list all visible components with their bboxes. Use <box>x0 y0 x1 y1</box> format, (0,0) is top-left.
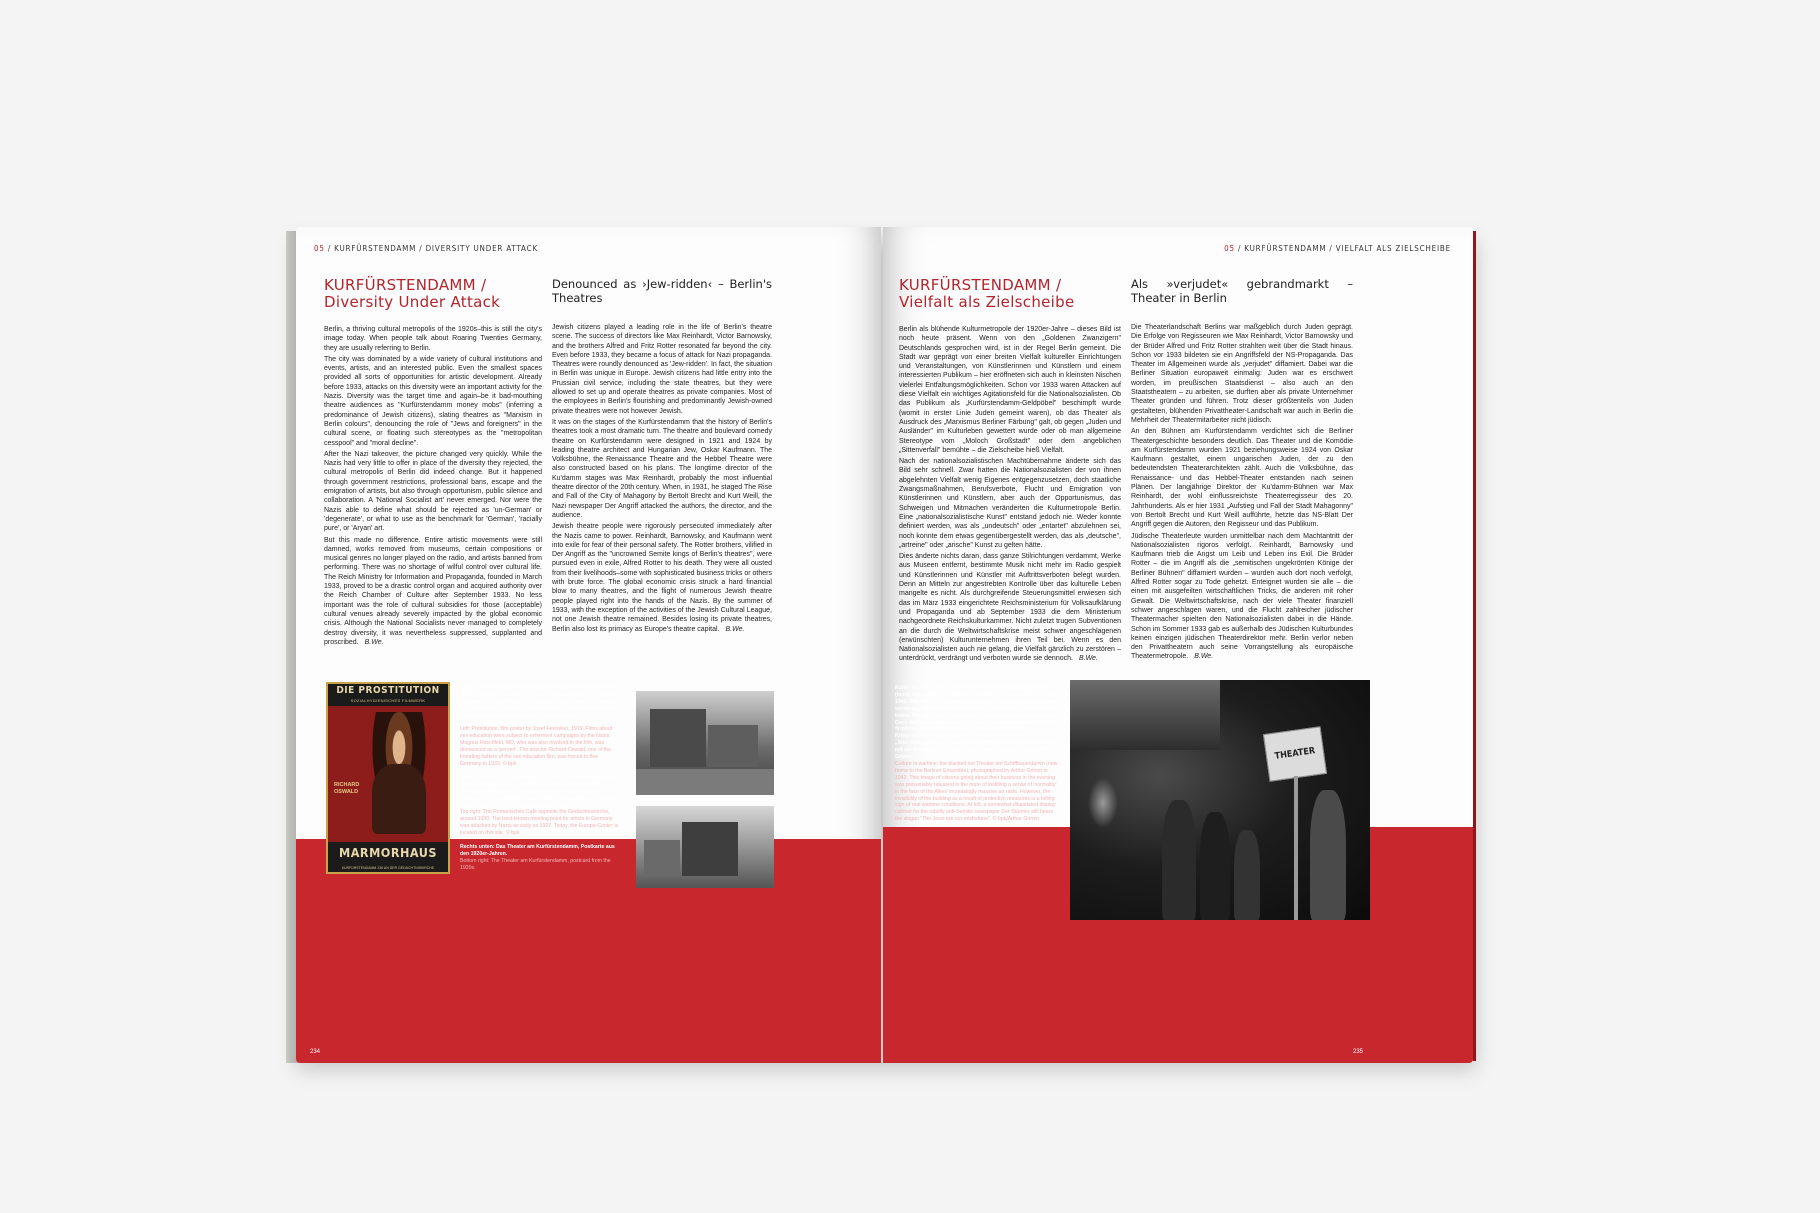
section-title-line2: Vielfalt als Zielscheibe <box>899 293 1075 311</box>
paragraph: It was on the stages of the Kurfürstendamm that the history of Berlin's theatres took a most dramatic turn. The theatre and boulevard comedy theatre on Kurfürstendamm were designed in 1921 and 1924 by leading theatre architect and Hungarian Jew, Oskar Kaufmann. The Volksbühne, the Renaissance Theatre and the Hebbel Theatre were also constructed based on his plans. The longtime director of the Ku'damm stages was Max Reinhardt, probably the most influential theatre director of the 20th century. When, in 1931, he staged The Rise and Fall of the City of Mahagony by Bertolt Brecht and Kurt Weill, the Nazi newspaper Der Angriff attacked the authors, the director, and the audience. <box>552 418 772 519</box>
photo-person <box>1310 790 1346 920</box>
page-number: 235 <box>1352 1049 1363 1055</box>
theater-sign <box>1263 726 1327 782</box>
column-heading: Denounced as ›Jew-ridden‹ – Berlin's Theatres <box>552 277 772 305</box>
theater-kurfuerstendamm-photo <box>636 806 774 888</box>
theater-sign-text: THEATER <box>1274 746 1316 762</box>
poster-title: DIE PROSTITUTION <box>328 684 448 706</box>
paragraph: An den Bühnen am Kurfürstendamm verdichtet sich die Berliner Theatergeschichte besonders deutlich. Das Theater und die Komödie am Kurfürstendamm wurden 1921 beziehungsweise 1924 von Oskar Kaufmann gestaltet, einem ungarischen Juden, der zu den bedeutendsten Theaterarchitekten zählt. Auch die Volksbühne, das Renaissance- und das Hebbel-Theater entstanden nach seinen Plänen. Der langjährige Direktor der Ku'damm-Bühnen war Max Reinhardt, der wohl einflussreichste Theaterregisseur des 20. Jahrhunderts. Als er hier 1931 „Aufstieg und Fall der Stadt Mahagonny" von Bertolt Brecht und Kurt Weill aufführte, hetzte das NS-Blatt Der Angriff gegen die Autoren, den Regisseur und das Publikum. <box>1131 428 1353 529</box>
paragraph: But this made no difference. Entire artistic movements were still damned, works removed from museums, certain compositions or musical genres no longer played on the radio, and artists banned from performing. There was no shortage of wilful control over cultural life. The Reich Ministry for Information and Propaganda, founded in March 1933, proved to be a drastic control organ and acquired authority over the Reich Chamber of Culture after September 1933. No less important was the role of cultural subsidies for those (acceptable) cultural venues already severely impacted by the global economic crisis. Although the National Socialists never managed to completely destroy diversity, it was nevertheless suppressed, supplanted and proscribed. <box>324 536 542 646</box>
photo-light <box>1088 778 1118 828</box>
page-number: 234 <box>310 1049 321 1055</box>
poster-cinema-name: MARMORHAUS <box>328 842 448 872</box>
section-title <box>324 277 542 311</box>
paragraph: Jewish citizens played a leading role in the life of Berlin's theatre scene. The success of directors like Max Reinhardt, Victor Barnowsky, and the brothers Alfred and Fritz Rotter resonated far beyond the city. Even before 1933, they became a focus of attack for Nazi propaganda. Theatres were roundly denounced as 'Jew-ridden'. In fact, the situation in Berlin was unique in Europe. Jewish citizens had little entry into the Prussian civil service, including the state theatres, but they were allowed to set up and operate theatres as private companies. Most of the employees in Berlin's flourishing and predominantly Jewish-owned private theatres were not however Jewish. <box>552 324 772 415</box>
caption-english: Culture in wartime: the blacked out Theater am Schiffbauerdamm (now home to the Berliner Ensemble), photographed by Arthur Grimm in 1942. This image of citizens going about their business in the evening was presumably released in the hope of instilling a sense of 'normality' in the face of the Allies' increasingly massive air raids. However, the invisibility of the building as a result of protective measures is a telling sign of real wartime conditions. At left, a somewhat dilapidated display cabinet for the rabidly anti-Semitic newspaper Der Stürmer still bears the slogan "The Jews are our misfortune". © bpk/Arthur Grimm <box>895 760 1058 823</box>
photo-building <box>708 725 758 767</box>
right-captions <box>895 685 1061 830</box>
running-head-right <box>1224 244 1451 253</box>
poster-footer: KURFÜRSTENDAMM 236 AN DER GEDÄCHTNISKIRCHE <box>341 866 435 870</box>
author-signature: B.We. <box>364 638 384 646</box>
caption-english: Top right: The Romanisches Café opposite the Gedächtniskirche, around 1930. The best-known meeting point for artists in Germany was attacked by Nazis as early as 1927. Today, the Europa-Center is located on this site. © bpk <box>460 809 619 837</box>
poster-director: RICHARD OSWALD <box>334 782 360 795</box>
caption-german: Rechts unten: Das Theater am Kurfürstendamm, Postkarte aus den 1920er-Jahren. <box>460 844 615 857</box>
caption-german: Links: „Die Prostitution", Filmplakat von Josef Fenneker, 1919. Aufklärungsfilme wurden von den Nationalsozialisten vehement bekämpft. Der Arzt Magnus Hirschfeld, der an dem Film beteiligt war, wurde als „Perverser" verunglimpft. Der Regisseur Richard Oswald, einer der maßgeblichen Begründer des Aufklärungsfilms, musste 1933 fliehen. © bpk <box>460 685 618 726</box>
section-title <box>899 277 1121 311</box>
running-head-text: / KURFÜRSTENDAMM / VIELFALT ALS ZIELSCHEIBE <box>1238 244 1451 253</box>
paragraph: Jewish theatre people were rigorously persecuted immediately after the Nazis came to power. Reinhardt, Barnowsky, and Kaufmann went into exile for fear of their personal safety. The Rotter brothers, vilified in Der Angriff as the "uncrowned Semite kings of Berlin's theatres", were pursued even in exile, Alfred Rotter to his death. They were all ousted from their livelihoods–some with sophisticated business tricks or others with brute force. The global economic crisis struck a hard financial blow to many theatres, and the flight of numerous Jewish theatre people played right into the hands of the Nazis. By the summer of 1933, with the exception of the activities of the Jewish Cultural League, not one Jewish theatre remained. Besides losing its private theatres, Berlin also lost its primacy as Europe's theatre capital. <box>552 523 772 633</box>
section-number: 05 <box>1224 244 1235 253</box>
author-signature: B.We. <box>1078 655 1098 663</box>
left-captions <box>460 685 620 879</box>
photo-person <box>1200 812 1230 920</box>
right-column-2 <box>1131 277 1353 664</box>
photo-street <box>636 769 774 795</box>
section-title-line2: Diversity Under Attack <box>324 293 501 311</box>
poster-subtitle: SOZIALHYGIENISCHES FILMWERK <box>350 698 426 703</box>
photo-building <box>650 709 706 767</box>
paragraph: Die Theaterlandschaft Berlins war maßgeblich durch Juden geprägt. Die Erfolge von Regisseuren wie Max Reinhardt, Victor Barnowsky und der Brüder Alfred und Fritz Rotter strahlten weit über die Stadt hinaus. Schon vor 1933 bildeten sie ein Angriffsfeld der NS-Propaganda. Das Theater im Allgemeinen wurde als „verjudet" diffamiert. Dabei war die Berliner Situation europaweit einmalig: Juden war es erschwert worden, im preußischen Staatsdienst – also auch an den Staatstheatern – zu arbeiten, sie durften aber als private Unternehmer Theater gründen und führen. Trotz dieser größtenteils von Juden gestalteten, blühenden Privattheater-Landschaft war auch in Berlin die Mehrheit der Theatermitarbeiter nicht jüdisch. <box>1131 324 1353 424</box>
paragraph: The city was dominated by a wide variety of cultural institutions and events, artists, and an interested public. Even the smallest spaces provided all sorts of opportunities for artistic development. Already before 1933, attacks on this diversity were an important activity for the Nazis. Diversity was the target time and again–be it bad-mouthing theatre audiences as "Kurfürstendamm money mobs" (inferring a predominance of Jewish citizens), slating theatres as "Marxism in Berlin colours", denouncing the role of "Jews and foreigners" in the cultural scene, or floating such stereotypes as the "metropolitan cesspool" and "moral decline". <box>324 355 542 447</box>
photo-person <box>1234 830 1260 920</box>
running-head-text: / KURFÜRSTENDAMM / DIVERSITY UNDER ATTACK <box>327 244 538 253</box>
left-page <box>296 227 881 1063</box>
paragraph: Jüdische Theaterleute wurden unmittelbar nach dem Machtantritt der Nationalsozialisten rigoros verfolgt. Reinhardt, Barnowsky und Kaufmann trieb die Angst um Leib und Leben ins Exil. Die Brüder Rotter – die im Angriff als die „semitischen ungekrönten Könige der Berliner Bühnen" diffamiert wurden – wurden auch dort noch verfolgt, Alfred Rotter sogar zu Tode gehetzt. Enteignet wurden sie alle – die einen mit ausgefeilten wirtschaftlichen Tricks, die anderen mit roher Gewalt. Die Weltwirtschaftskrise, nach der viele Theater finanziell schwer angeschlagen waren, und die Flucht zahlreicher jüdischer Theatermacher spielten den Nationalsozialisten dabei in die Hände. Schon im Sommer 1933 gab es außerhalb des Jüdischen Kulturbundes keinen einzigen jüdischen Theaterdirektor mehr. Berlin verlor neben den Privattheatern auch seine Vorrangstellung als europäische Theatermetropole. <box>1131 532 1353 661</box>
caption-english: Bottom right: The Theater am Kurfürstendamm, postcard from the 1920s. <box>460 857 611 871</box>
caption-english: Left: Prostitution, film poster by Josef Fenneker, 1919. Films about sex education were subject to vehement campaigns by the Nazis. Magnus Hirschfeld, MD, who was also involved in the film, was denounced as a 'pervert'. The director Richard Oswald, one of the founding fathers of the sex education film, was forced to flee Germany in 1933. © bpk <box>460 726 613 767</box>
paragraph: Berlin, a thriving cultural metropolis of the 1920s–this is still the city's image today. When people talk about Roaring Twenties Germany, they are usually referring to Berlin. <box>324 326 542 352</box>
theater-schiffbauerdamm-photo <box>1070 680 1370 920</box>
running-head-left <box>314 244 538 253</box>
paragraph: Berlin als blühende Kulturmetropole der 1920er-Jahre – dieses Bild ist noch heute präsent. Wenn von den „Goldenen Zwanzigern" Deutschlands gesprochen wird, ist in der Regel Berlin gemeint. Die Stadt war geprägt von einer breiten Vielfalt kultureller Einrichtungen und Veranstaltungen, von Künstlerinnen und Künstlern und einem interessierten Publikum – hier eröffneten sich auch in kleinsten Nischen vielerlei Entfaltungsmöglichkeiten. Schon vor 1933 waren Attacken auf diese Vielfalt ein wichtiges Agitationsfeld für die Nationalsozialisten. Ob das Publikum als „Kurfürstendamm-Geldpöbel" beschimpft wurde (womit in erster Linie Juden gemeint waren), ob das Theater als Ausdruck des „Marxismus Berliner Färbung" galt, ob gegen „Juden und Ausländer" im Kulturleben gewettert wurde oder ob man allgemeine Stereotype vom „Moloch Großstadt" oder dem angeblichen „Sittenverfall" bemühte – die Zielscheibe hieß Vielfalt. <box>899 326 1121 454</box>
caption-german: Rechts oben: Das Romanische Café (mit Glasüberdachung) an der Gedächtniskirche, um 1930. Es war der bedeutendste Künstlertreffpunkt des Deutschen Reiches und schon 1927 erstmals Ziel von Angriffen durch Nationalsozialisten. An seiner Stelle steht heute das Europa-Center. © bpk <box>460 774 618 809</box>
romanisches-cafe-photo <box>636 691 774 795</box>
photo-person <box>1162 800 1196 920</box>
paragraph: After the Nazi takeover, the picture changed very quickly. While the Nazis had very little to offer in place of the diversity they rejected, the cultural metropolis of Berlin did indeed change. But it happened through government restrictions, professional bans, escape and the emigration of artists, but also through opportunism, public silence and collaboration. A 'National Socialist art' never emerged. Nor were the Nazis able to define what should be rejected as 'un-German' or 'degenerate', or what to use as the benchmark for 'German', 'racially pure', or 'Aryan' art. <box>324 450 542 533</box>
film-poster-image <box>326 682 450 874</box>
right-page <box>883 227 1473 1063</box>
sign-pole <box>1294 776 1298 920</box>
section-title-line1: KURFÜRSTENDAMM / <box>324 276 487 294</box>
photo-wall <box>1070 680 1220 750</box>
photo-building <box>682 822 738 876</box>
open-book <box>286 227 1478 1063</box>
left-column-1 <box>324 277 542 649</box>
caption-german: Kultur im Krieg: Das verdunkelte Theater am Schiffbauerdamm (heute Spielstätte des Berliner Ensemble), Foto von Arthur Grimm, 1942. Das Foto war sicher dazu gedacht, angesichts der massiver werdenden alliierten Bombardements „Normalität" zu suggerieren, indem Menschen beim abendlichen Ausgehen abgelichtet wurden. Dass das Haus, welches seit 1938 als „Schiffbauerdamm-Theater" firmierte, gar nicht sichtbar ist, zeigt aber deutlich die Kriegssituation. Links im Bild ein etwas verwahrloster „Stürmerkasten" des brachial-antisemitischen Blattes Der Stürmer mit der Aufschrift „Die Juden sind unser Unglück". © bpk/Arthur Grimm <box>895 685 1060 761</box>
photo-building <box>644 840 680 876</box>
right-column-1 <box>899 277 1121 666</box>
section-number: 05 <box>314 244 325 253</box>
poster-dress <box>372 764 426 834</box>
section-title-line1: KURFÜRSTENDAMM / <box>899 276 1062 294</box>
author-signature: B.We. <box>725 625 745 633</box>
left-column-2 <box>552 277 772 636</box>
paragraph: Dies änderte nichts daran, dass ganze Stilrichtungen verdammt, Werke aus Museen entfernt, bestimmte Musik nicht mehr im Radio gespielt und Künstlerinnen und Künstler mit Auftrittsverboten belegt wurden. Denn an Mitteln zur angestrebten Kontrolle über das kulturelle Leben mangelte es nicht. Als durchgreifende Steuerungsmittel erwiesen sich das im März 1933 eingerichtete Reichsministerium für Volksaufklärung und Propaganda und ab September 1933 die dem Ministerium nachgeordnete Reichskulturkammer. Nicht zuletzt trugen Subventionen an die durch die Weltwirtschaftskrise meist schwer angeschlagenen (erwünschten) Kulturunternehmen ihren Teil bei. Wenn es den Nationalsozialisten auch nie gelang, die Vielfalt gänzlich zu zerstören – unterdrückt, verdrängt und verboten wurde sie dennoch. <box>899 553 1121 663</box>
author-signature: B.We. <box>1194 653 1214 661</box>
paragraph: Nach der nationalsozialistischen Machtübernahme änderte sich das Bild sehr schnell. Zwar hatten die Nationalsozialisten der von ihnen abgelehnten Vielfalt wenig Eigenes entgegenzusetzen, doch staatliche Zwangsmaßnahmen, Berufsverbote, Flucht und Emigration von Künstlerinnen und Künstlern, aber auch der Opportunismus, das Schweigen und Mitmachen veränderten die Kulturmetropole Berlin. Eine „nationalsozialistische Kunst" entstand jedoch nie. Weder konnte definiert werden, was als „undeutsch" oder „entartet" abzulehnen sei, noch konnte dem etwas gegenübergestellt werden, das als „deutsche", „artreine" oder „arische" Kunst zu gelten hätte. <box>899 458 1121 549</box>
column-heading: Als »verjudet« gebrandmarkt – Theater in Berlin <box>1131 277 1353 305</box>
